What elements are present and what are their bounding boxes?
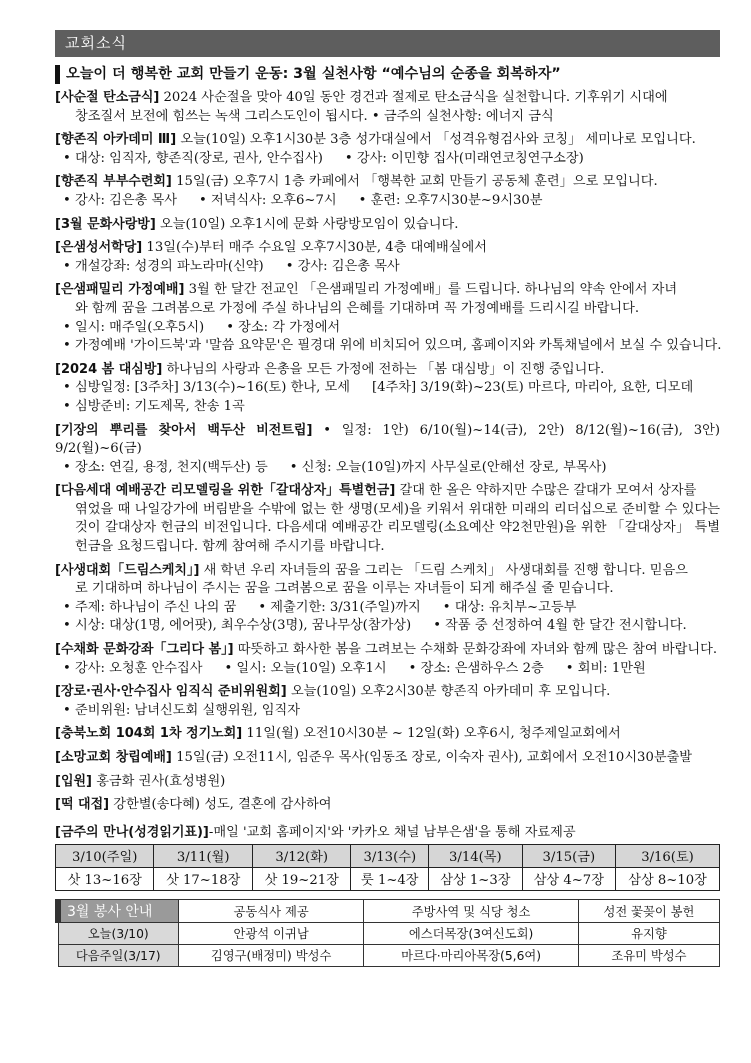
service-cell: 김영구(배정미) 박성수 (179, 944, 364, 966)
news-item-text: 15일(금) 오전11시, 임준우 목사(임동조 장로, 이숙자 권사), 교회에서 오전10시30분출발 (171, 750, 693, 765)
news-item-tag: [3월 문화사랑방] (55, 216, 156, 232)
bullet-segment: [4주차] 3/19(화)~23(토) 마르다, 마리아, 요한, 디모데 (371, 380, 694, 396)
bullet-segment: • 저녁식사: 오후6~7시 (198, 192, 337, 208)
news-item (55, 216, 720, 235)
bullet-segment: • 일시: 매주일(오후5시) (63, 319, 205, 335)
news-item-tag: [기장의 뿌리를 찾아서 백두산 비전트립] (55, 422, 313, 438)
bullet-line (55, 702, 720, 721)
service-cell: 안광석 이귀남 (179, 922, 364, 944)
service-header: 주방사역 및 식당 청소 (364, 899, 579, 922)
reading-day: 3/10(주일) (56, 844, 154, 867)
news-item (55, 422, 720, 478)
bullet-segment: • 강사: 오청훈 안수집사 (63, 660, 203, 676)
bullet-segment: • 대상: 유치부~고등부 (442, 599, 577, 615)
news-item-body (55, 361, 720, 380)
bullet-segment: • 작품 중 선정하여 4월 한 달간 전시합니다. (433, 618, 687, 634)
reading-chapter: 삿 17~18장 (154, 867, 252, 890)
news-item-text: 11일(월) 오전10시30분 ~ 12일(화) 오후6시, 청주제일교회에서 (242, 726, 621, 742)
bullet-line (55, 192, 720, 211)
reading-chapter: 룻 1~4장 (351, 867, 429, 890)
news-item-body (55, 216, 720, 235)
service-header: 공동식사 제공 (179, 899, 364, 922)
reading-chapter: 삿 19~21장 (252, 867, 350, 890)
news-item-tag: [은샘패밀리 가정예배] (55, 282, 185, 298)
news-item-text: 오늘(10일) 오후2시30분 향존직 아카데미 후 모입니다. (286, 684, 611, 700)
service-row-label: 다음주일(3/17) (58, 944, 179, 966)
reading-chapter: 삼상 4~7장 (522, 867, 615, 890)
reading-title (55, 821, 720, 840)
bullet-line (55, 337, 720, 356)
bullet-segment: • 장소: 각 가정에서 (226, 319, 341, 335)
news-item-tag: [장로·권사·안수집사 임직식 준비위원회] (55, 684, 287, 700)
news-item-text: • 일정: 1안) 6/10(월)~14(금), 2안) 8/12(월)~16(금), 3안) 9/2(월)~6(금) (55, 422, 720, 457)
news-item-body (55, 683, 720, 702)
bullet-segment: • 강사: 이민향 집사(미래연코칭연구소장) (344, 150, 584, 166)
bullet-line (55, 599, 720, 618)
bullet-segment: • 회비: 1만원 (565, 660, 646, 676)
news-item-tag: [사순절 탄소금식] (55, 90, 160, 105)
news-item-text: 13일(수)부터 매주 수요일 오후7시30분, 4층 대예배실에서 (142, 240, 487, 256)
news-item-tag: [다음세대 예배공간 리모델링을 위한「갈대상자」특별헌금] (55, 483, 396, 499)
bullet-line (55, 319, 720, 338)
news-item (55, 131, 720, 168)
reading-chapter: 삼상 1~3장 (429, 867, 522, 890)
news-items (55, 89, 720, 815)
service-cell: 에스더목장(3여신도회) (364, 922, 579, 944)
news-item-body (55, 173, 720, 192)
news-item-text: 3월 한 달간 전교인 「은샘패밀리 가정예배」를 드립니다. 하나님의 약속 안에서 자녀 (184, 282, 678, 298)
news-item (55, 725, 720, 744)
news-item-text: 따뜻하고 화사한 봄을 그려보는 수채화 문화강좌에 자녀와 함께 많은 참여 바랍니다. (233, 642, 718, 658)
news-item-text: 하나님의 사랑과 은총을 모든 가정에 전하는 「봄 대심방」이 진행 중입니다. (162, 361, 605, 377)
news-item (55, 773, 720, 792)
bullet-segment: • 개설강좌: 성경의 파노라마(신약) (63, 258, 264, 274)
news-item-text: 오늘(10일) 오후1시에 문화 사랑방모임이 있습니다. (155, 216, 459, 232)
service-row (58, 944, 720, 966)
reading-chapter: 삼상 8~10장 (616, 867, 720, 890)
news-item-body (55, 725, 720, 744)
news-item (55, 796, 720, 815)
reading-day: 3/12(화) (252, 844, 350, 867)
bullet-line (55, 617, 720, 636)
news-item (55, 562, 720, 636)
bullet-segment: • 일시: 오늘(10일) 오후1시 (224, 660, 387, 676)
reading-text: -매일 '교회 홈페이지'와 '카카오 채널 남부은샘'을 통해 자료제공 (208, 824, 576, 840)
bullet-segment: • 훈련: 오후7시30분~9시30분 (358, 192, 543, 208)
service-row-label: 오늘(3/10) (58, 922, 179, 944)
reading-day: 3/11(월) (154, 844, 252, 867)
bullet-segment: • 장소: 은샘하우스 2층 (408, 660, 544, 676)
reading-day: 3/14(목) (429, 844, 522, 867)
news-item-text: 15일(금) 오후7시 1층 카페에서 「행복한 교회 만들기 공동체 훈련」으로 모입니다. (171, 174, 658, 190)
reading-day: 3/16(토) (616, 844, 720, 867)
bullet-line (55, 398, 720, 417)
bullet-segment: • 대상: 임직자, 향존직(장로, 권사, 안수집사) (63, 150, 323, 166)
news-item-tag: [2024 봄 대심방] (55, 361, 163, 377)
news-item-tag: [수채화 문화강좌「그리다 봄」] (55, 642, 234, 658)
news-item-text: 오늘(10일) 오후1시30분 3층 성가대실에서 「성격유형검사와 코칭」 세미나로 모입니다. (176, 132, 696, 148)
reading-header-row (56, 844, 720, 867)
reading-chapter-row (56, 867, 720, 890)
news-item-body (55, 131, 720, 150)
news-item (55, 361, 720, 417)
service-title: 3월 봉사 안내 (58, 899, 179, 922)
news-item-continuation: 로 기대하며 하나님이 주시는 꿈을 그려봄으로 꿈을 이루는 자녀들이 되게 해주실 줄 믿습니다. (75, 581, 614, 597)
bullet-segment: • 준비위원: 남녀신도회 실행위원, 임직자 (63, 702, 301, 718)
news-item (55, 89, 720, 126)
news-item (55, 239, 720, 276)
bullet-line (55, 258, 720, 277)
bullet-segment: • 강사: 김은총 목사 (63, 192, 177, 208)
service-cell: 유지향 (578, 922, 719, 944)
news-item-body (55, 422, 720, 459)
bullet-segment: • 제출기한: 3/31(주일)까지 (258, 599, 421, 615)
news-item-body (55, 239, 720, 258)
news-item-tag: [향존직 부부수련회] (55, 174, 172, 190)
main-title: 오늘이 더 행복한 교회 만들기 운동: 3월 실천사항 “예수님의 순종을 회복하자” (55, 65, 720, 84)
news-item-continuation: 창조질서 보전에 힘쓰는 녹색 그리스도인이 됩시다. • 금주의 실천사항: 에너지 금식 (75, 108, 554, 124)
news-item-tag: [떡 대접] (55, 797, 110, 813)
reading-tag: [금주의 만나(성경읽기표)] (55, 824, 209, 840)
news-item (55, 173, 720, 210)
news-item-text: 새 학년 우리 자녀들의 꿈을 그리는 「드림 스케치」 사생대회를 진행 합니다. 믿음으 (199, 562, 688, 578)
news-item (55, 641, 720, 678)
news-item-text: 2024 사순절을 맞아 40일 동안 경건과 절제로 탄소금식을 실천합니다. 기후위기 시대에 (159, 90, 668, 105)
bullet-line (55, 150, 720, 169)
news-item-body (55, 749, 720, 768)
news-item-body (55, 562, 720, 581)
news-item (55, 683, 720, 720)
news-item-tag: [향존직 아카데미 Ⅲ] (55, 132, 177, 148)
news-item-body (55, 281, 720, 300)
news-item (55, 749, 720, 768)
news-page (55, 30, 720, 967)
news-item-tag: [입원] (55, 773, 92, 789)
bullet-line (55, 379, 720, 398)
news-item-tag: [사생대회「드림스케치」] (55, 562, 200, 578)
news-item (55, 482, 720, 556)
bullet-segment: • 신청: 오늘(10일)까지 사무실로(안해선 장로, 부목사) (289, 459, 607, 475)
news-item-tag: [소망교회 창립예배] (55, 750, 172, 765)
section-header: 교회소식 (55, 30, 720, 57)
service-table (55, 899, 720, 967)
service-header-row (58, 899, 720, 922)
news-item-tag: [은샘성서학당] (55, 240, 143, 256)
service-row (58, 922, 720, 944)
bullet-segment: • 강사: 김은총 목사 (285, 258, 400, 274)
bullet-segment: • 주제: 하나님이 주신 나의 꿈 (63, 599, 237, 615)
bullet-line (55, 459, 720, 478)
bullet-segment: • 심방준비: 기도제목, 찬송 1곡 (63, 398, 245, 414)
bullet-segment: • 가정예배 '가이드북'과 '말씀 요약문'은 필경대 위에 비치되어 있으며, 홈페이지와 카톡채널에서 보실 수 있습니다. (63, 338, 722, 354)
news-item-body (55, 89, 720, 108)
bullet-segment: • 시상: 대상(1명, 에어팟), 최우수상(3명), 꿈나무상(참가상) (63, 618, 412, 634)
service-header: 성전 꽃꽂이 봉헌 (578, 899, 719, 922)
news-item-continuation: 와 함께 꿈을 그려봄으로 가정에 주실 하나님의 은혜를 기대하며 꼭 가정예배를 드리시길 바랍니다. (75, 300, 640, 316)
news-item-tag: [충북노회 104회 1차 정기노회] (55, 726, 243, 742)
reading-chapter: 삿 13~16장 (56, 867, 154, 890)
bullet-segment: • 심방일정: [3주차] 3/13(수)~16(토) 한나, 모세 (63, 380, 350, 396)
service-cell: 조유미 박성수 (578, 944, 719, 966)
news-item-body (55, 796, 720, 815)
news-item-continuation: 엮었을 때 나일강가에 버림받을 수밖에 없는 한 생명(모세)을 키워서 위대한 미래의 리더십으로 준비할 수 있다는 것이 갈대상자 헌금의 비전입니다. 다음세대 예배공간 리모델링(소요예산 약2천만원)을 위한 「갈대상자」 특별헌금을 요청드립니다. 함께 참여해 주시기를 바랍니다. (75, 501, 720, 555)
news-item-body (55, 773, 720, 792)
reading-table (55, 844, 720, 891)
bullet-segment: • 장소: 연길, 용정, 천지(백두산) 등 (63, 459, 268, 475)
bullet-line (55, 660, 720, 679)
news-item-body (55, 482, 720, 501)
news-item (55, 281, 720, 355)
reading-day: 3/13(수) (351, 844, 429, 867)
service-cell: 마르다·마리아목장(5,6여) (364, 944, 579, 966)
news-item-text: 홍금화 권사(효성병원) (92, 773, 226, 789)
news-item-text: 갈대 한 올은 약하지만 수많은 갈대가 모여서 상자를 (395, 483, 697, 499)
news-item-text: 강한별(송다혜) 성도, 결혼에 감사하여 (109, 797, 332, 813)
reading-day: 3/15(금) (522, 844, 615, 867)
news-item-body (55, 641, 720, 660)
